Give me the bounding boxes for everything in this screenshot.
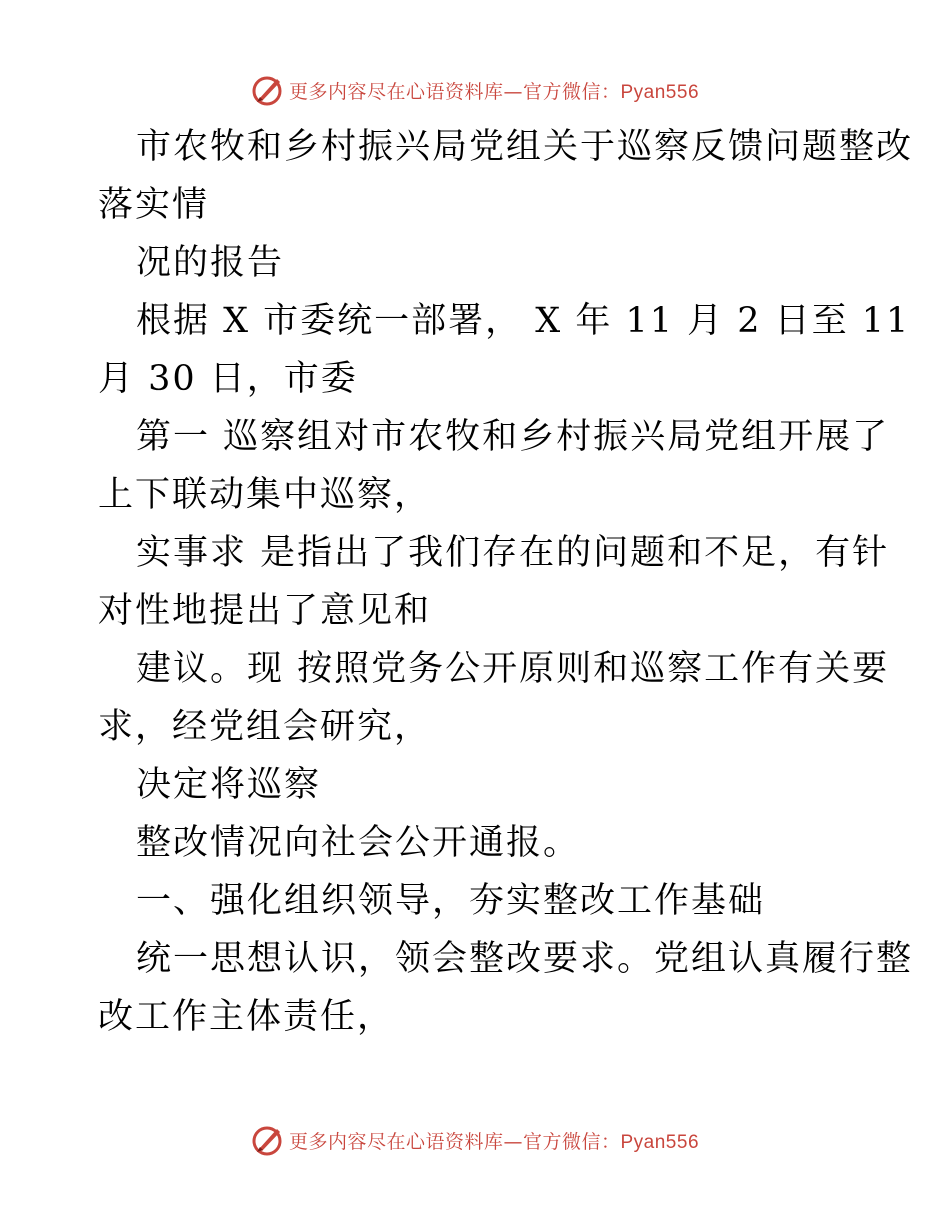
header-brand-handle: Pyan556 (620, 81, 700, 103)
document-body (98, 118, 914, 1046)
body-line: 建议。现 按照党务公开原则和巡察工作有关要 (136, 649, 890, 689)
body-line: 况的报告 (136, 243, 285, 283)
body-line: 决定将巡察 (136, 765, 322, 805)
body-line: 上下联动集中巡察， (98, 475, 432, 515)
body-line: 实事求 是指出了我们存在的问题和不足，有针 (136, 533, 890, 573)
header-brand-text (289, 77, 699, 104)
quill-pen-icon (251, 1123, 285, 1157)
body-line: 市农牧和乡村振兴局党组关于巡察反馈问题整改 (136, 127, 914, 167)
header-watermark (0, 70, 950, 110)
body-line: 根据 X 市委统一部署， X 年 11 月 2 日至 11 (136, 301, 911, 341)
body-line: 改工作主体责任， (98, 997, 395, 1037)
body-line: 第一 巡察组对市农牧和乡村振兴局党组开展了 (136, 417, 890, 457)
body-line: 落实情 (98, 185, 210, 225)
footer-brand-label: 更多内容尽在心语资料库—官方微信： (288, 1130, 621, 1153)
section-heading: 一、强化组织领导，夯实整改工作基础 (136, 881, 766, 921)
body-line: 整改情况向社会公开通报。 (136, 823, 581, 863)
body-line: 求，经党组会研究， (98, 707, 432, 747)
quill-pen-icon (251, 73, 285, 107)
footer-watermark (0, 1120, 950, 1160)
body-line: 统一思想认识，领会整改要求。党组认真履行整 (136, 939, 914, 979)
header-brand-label: 更多内容尽在心语资料库—官方微信： (288, 80, 621, 103)
footer-brand-text (289, 1127, 699, 1154)
footer-brand-handle: Pyan556 (620, 1131, 700, 1153)
body-line: 月 30 日，市委 (98, 359, 358, 399)
body-line: 对性地提出了意见和 (98, 591, 432, 631)
